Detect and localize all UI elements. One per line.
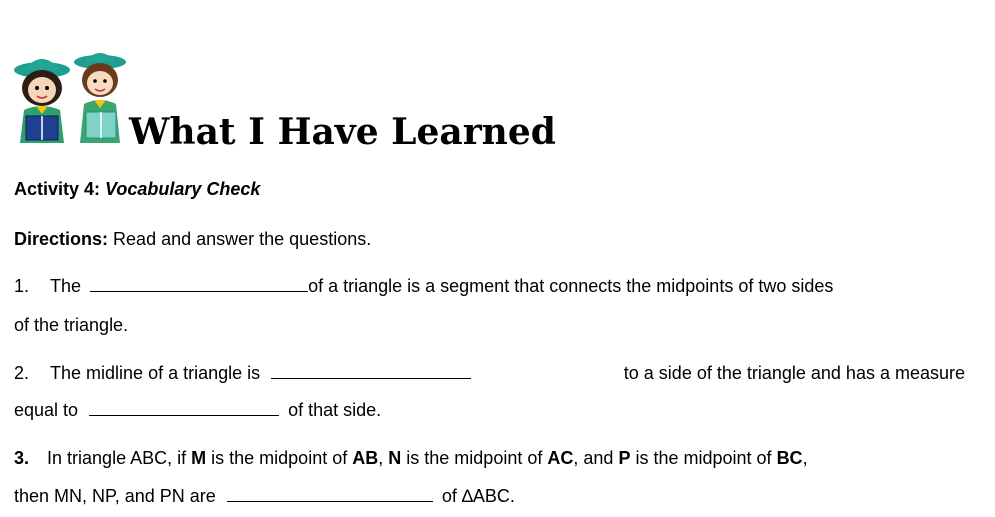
activity-label: Activity 4: [14,179,101,199]
question-1-text-before: The [50,276,82,296]
question-2-text-line-2-after: of that side. [288,400,382,420]
question-3-line-2 [14,484,965,508]
activity-name: Vocabulary Check [105,179,261,199]
question-3-text-5: is the midpoint of [635,448,772,468]
question-3-comma-1: , [378,448,384,468]
directions-label: Directions: [14,229,109,249]
question-3-line-1 [14,446,965,470]
segment-bc: BC [776,448,803,468]
point-p: P [618,448,631,468]
children-reading-illustration [10,48,130,148]
question-3-text-1: In triangle ABC, if [47,448,187,468]
activity-heading [14,177,965,201]
question-2-text-after: to a side of the triangle and has a measure [623,363,965,383]
question-3-text-line-2-after: of ∆ABC. [441,486,515,506]
question-1-blank[interactable] [90,276,308,292]
page-title: What I Have Learned [129,111,556,153]
question-1-line-1 [14,274,965,298]
question-3-text-3: is the midpoint of [406,448,543,468]
point-n: N [388,448,402,468]
question-3-blank[interactable] [227,486,433,502]
question-3-text-2: is the midpoint of [211,448,348,468]
point-m: M [191,448,207,468]
directions [14,227,965,251]
directions-text: Read and answer the questions. [113,229,372,249]
segment-ac: AC [547,448,574,468]
question-2-number: 2. [14,363,30,383]
question-2-blank-2[interactable] [89,400,279,416]
question-1-line-2 [14,313,965,337]
question-2-blank-1[interactable] [271,363,471,379]
question-2-line-2 [14,398,965,422]
question-2-line-1 [14,361,965,385]
question-1-text-after: of a triangle is a segment that connects the midpoints of two sides [308,276,834,296]
segment-ab: AB [352,448,379,468]
question-3-number: 3. [14,448,30,468]
question-2-text-line-2-before: equal to [14,400,79,420]
question-2-text-before: The midline of a triangle is [50,363,261,383]
question-3-text-line-2-before: then MN, NP, and PN are [14,486,216,506]
question-3-comma-2: , [802,448,808,468]
question-1-number: 1. [14,276,30,296]
question-1-text-line-2: of the triangle. [14,315,129,335]
question-3-text-4: , and [573,448,614,468]
